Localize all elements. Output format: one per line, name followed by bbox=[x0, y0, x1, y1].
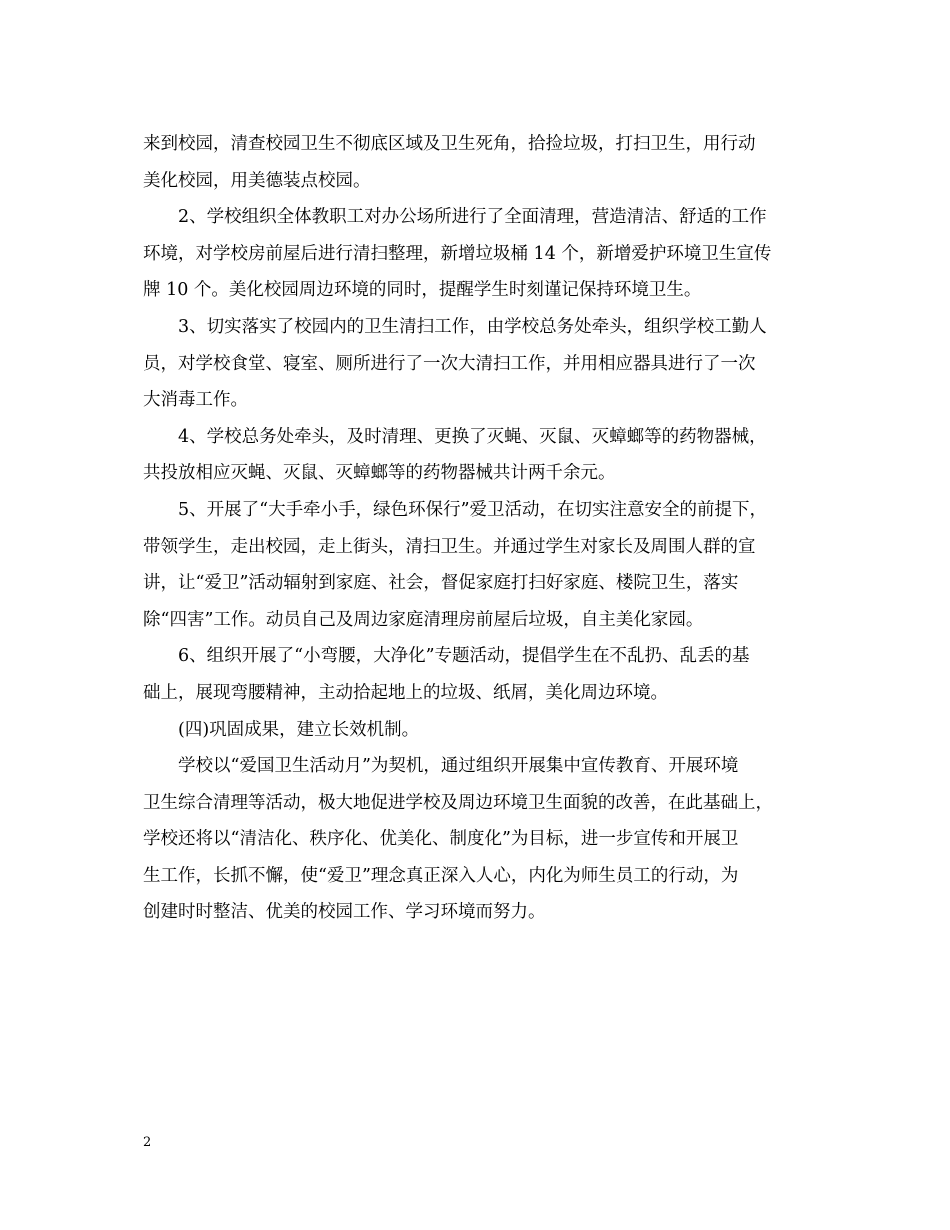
paragraph-item-4: 4、学校总务处牵头，及时清理、更换了灭蝇、灭鼠、灭蟑螂等的药物器械， bbox=[178, 426, 767, 447]
body-text bbox=[143, 126, 843, 931]
text-line: 环境，对学校房前屋后进行清扫整理，新增垃圾桶 14 个，新增爱护环境卫生宣传 bbox=[143, 243, 772, 264]
paragraph-item-5: 5、开展了“大手牵小手，绿色环保行”爱卫活动，在切实注意安全的前提下， bbox=[178, 499, 768, 520]
paragraph-item-6: 6、组织开展了“小弯腰，大净化”专题活动，提倡学生在不乱扔、乱丢的基 bbox=[178, 646, 750, 667]
text-line: 来到校园，清查校园卫生不彻底区域及卫生死角，拾捡垃圾，打扫卫生，用行动 bbox=[143, 134, 756, 154]
paragraph-item-2: 2、学校组织全体教职工对办公场所进行了全面清理，营造清洁、舒适的工作 bbox=[178, 207, 767, 228]
text-line: 生工作，长抓不懈，使“爱卫”理念真正深入人心，内化为师生员工的行动，为 bbox=[143, 865, 739, 886]
section-heading: (四)巩固成果，建立长效机制。 bbox=[178, 719, 420, 740]
text-line: 除“四害”工作。动员自己及周边家庭清理房前屋后垃圾，自主美化家园。 bbox=[143, 609, 704, 630]
text-line: 创建时时整洁、优美的校园工作、学习环境而努力。 bbox=[143, 902, 546, 923]
text-line: 共投放相应灭蝇、灭鼠、灭蟑螂等的药物器械共计两千余元。 bbox=[143, 463, 616, 484]
text-line: 带领学生，走出校园，走上街头，清扫卫生。并通过学生对家长及周围人群的宣 bbox=[143, 536, 756, 557]
text-line: 卫生综合清理等活动，极大地促进学校及周边环境卫生面貌的改善，在此基础上， bbox=[143, 792, 773, 813]
text-line: 美化校园，用美德装点校园。 bbox=[143, 170, 371, 191]
text-line: 础上，展现弯腰精神，主动拾起地上的垃圾、纸屑，美化周边环境。 bbox=[143, 682, 668, 703]
page-number: 2 bbox=[143, 1135, 152, 1150]
paragraph-item-3: 3、切实落实了校园内的卫生清扫工作，由学校总务处牵头，组织学校工勤人 bbox=[178, 316, 767, 337]
closing-paragraph: 学校以“爱国卫生活动月”为契机，通过组织开展集中宣传教育、开展环境 bbox=[178, 756, 739, 777]
text-line: 员，对学校食堂、寝室、厕所进行了一次大清扫工作，并用相应器具进行了一次 bbox=[143, 353, 756, 374]
text-line: 牌 10 个。美化校园周边环境的同时，提醒学生时刻谨记保持环境卫生。 bbox=[143, 280, 702, 301]
text-line: 大消毒工作。 bbox=[143, 390, 248, 411]
text-line: 讲，让“爱卫”活动辐射到家庭、社会，督促家庭打扫好家庭、楼院卫生，落实 bbox=[143, 573, 739, 594]
text-line: 学校还将以“清洁化、秩序化、优美化、制度化”为目标，进一步宣传和开展卫 bbox=[143, 829, 739, 850]
